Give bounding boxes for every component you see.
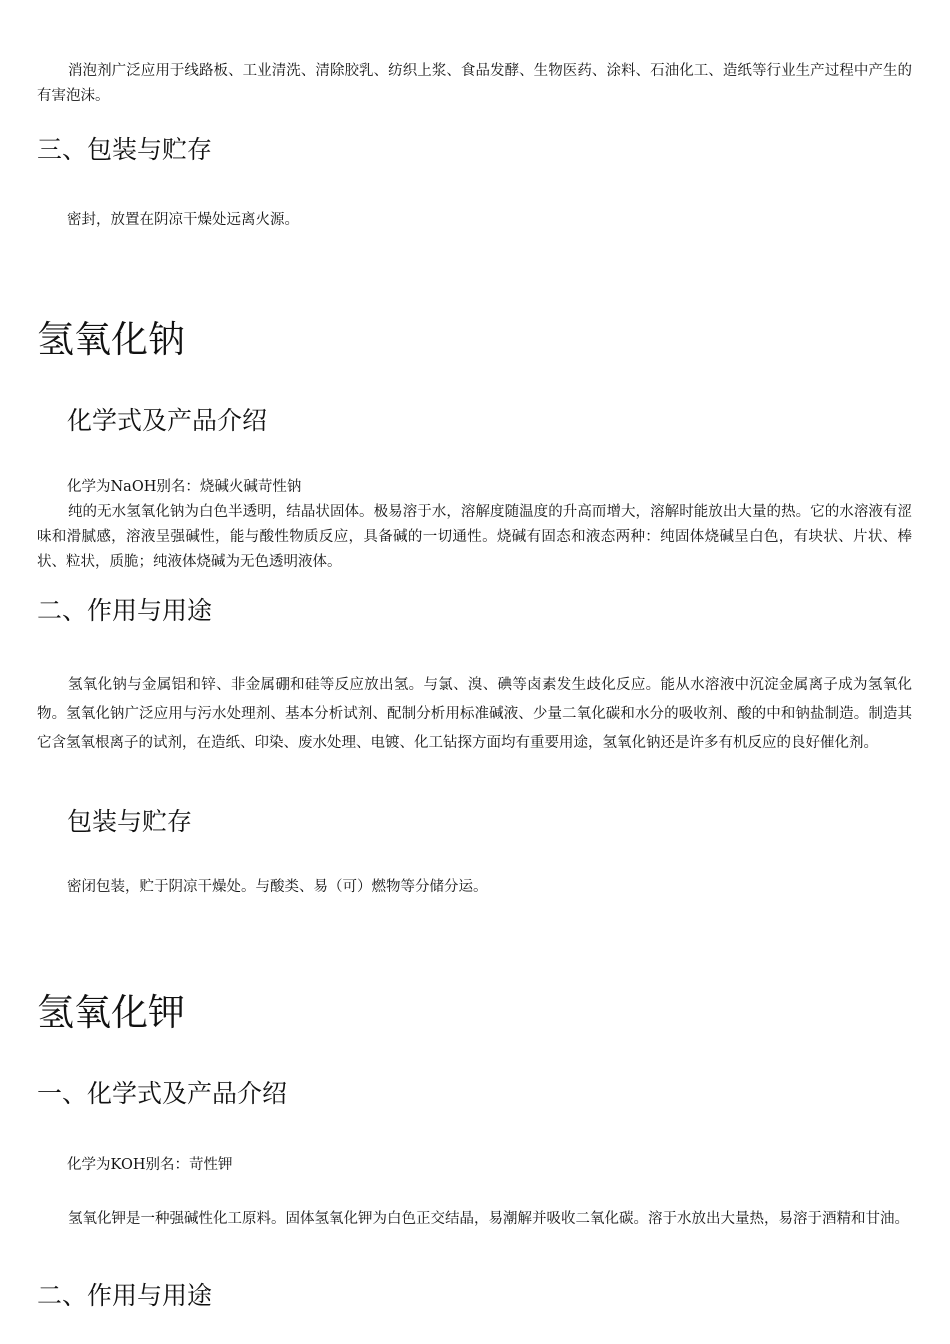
koh-description-paragraph: 氢氧化钾是一种强碱性化工原料。固体氢氧化钾为白色正交结晶，易潮解并吸收二氧化碳。溶于水放出大量热，易溶于酒精和甘油。: [68, 1211, 909, 1227]
naoh-storage-text: 密闭包装，贮于阴凉干燥处。与酸类、易（可）燃物等分储分运。: [67, 879, 488, 895]
koh-formula-heading: 一、化学式及产品介绍: [37, 1079, 288, 1108]
koh-formula-line: 化学为KOH别名：苛性钾: [67, 1157, 233, 1173]
defoamer-storage-text: 密封，放置在阴凉干燥处远离火源。: [67, 212, 299, 228]
naoh-storage-heading: 包装与贮存: [67, 807, 193, 836]
defoamer-storage-heading: 三、包装与贮存: [37, 135, 213, 164]
koh-use-heading: 二、作用与用途: [37, 1281, 213, 1310]
naoh-formula-heading: 化学式及产品介绍: [67, 406, 268, 435]
naoh-title: 氢氧化钠: [37, 318, 185, 361]
koh-title: 氢氧化钾: [37, 991, 185, 1034]
naoh-use-heading: 二、作用与用途: [37, 596, 213, 625]
naoh-formula-line: 化学为NaOH别名：烧碱火碱苛性钠: [67, 479, 302, 495]
naoh-description-paragraph: 纯的无水氢氧化钠为白色半透明，结晶状固体。极易溶于水，溶解度随温度的升高而增大，溶解时能放出大量的热。它的水溶液有涩味和滑腻感，溶液呈强碱性，能与酸性物质反应，具备碱的一切通性。烧碱有固态和液态两种：纯固体烧碱呈白色，有块状、片状、棒状、粒状，质脆；纯液体烧碱为无色透明液体。: [37, 504, 912, 570]
naoh-use-paragraph: 氢氧化钠与金属铝和锌、非金属硼和硅等反应放出氢。与氯、溴、碘等卤素发生歧化反应。能从水溶液中沉淀金属离子成为氢氧化物。氢氧化钠广泛应用与污水处理剂、基本分析试剂、配制分析用标准碱液、少量二氧化碳和水分的吸收剂、酸的中和钠盐制造。制造其它含氢氧根离子的试剂，在造纸、印染、废水处理、电镀、化工钻探方面均有重要用途，氢氧化钠还是许多有机反应的良好催化剂。: [37, 677, 912, 751]
defoamer-applications-paragraph: 消泡剂广泛应用于线路板、工业清洗、清除胶乳、纺织上浆、食品发酵、生物医药、涂料、石油化工、造纸等行业生产过程中产生的有害泡沫。: [37, 63, 912, 104]
